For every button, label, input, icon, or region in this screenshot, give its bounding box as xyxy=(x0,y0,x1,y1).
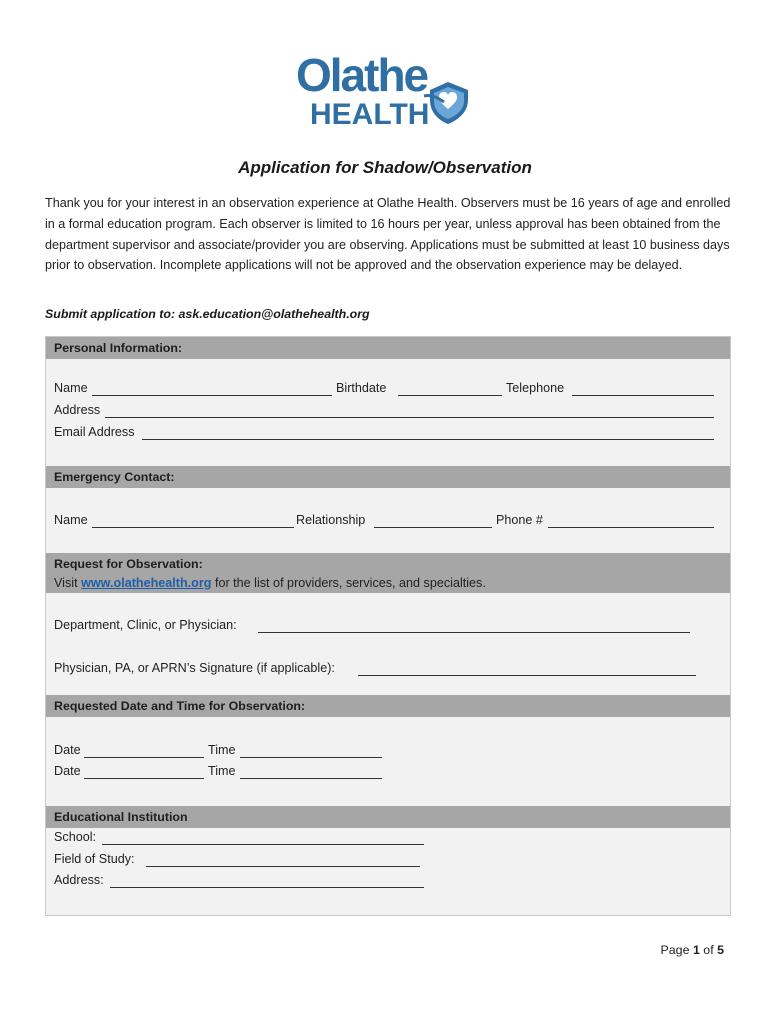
submit-instruction: Submit application to: ask.education@olathehealth.org xyxy=(45,307,370,321)
emergency-name-field[interactable] xyxy=(92,527,294,528)
of-word: of xyxy=(703,943,714,957)
logo-wordmark-top: Olathe xyxy=(296,49,428,101)
date-label-2: Date xyxy=(54,764,81,778)
page-number xyxy=(661,943,724,957)
field-of-study-label: Field of Study: xyxy=(54,852,135,866)
address-field[interactable] xyxy=(105,417,714,418)
request-header-label: Request for Observation: xyxy=(54,557,203,571)
shield-heart-icon xyxy=(422,76,474,128)
time-label-2: Time xyxy=(208,764,236,778)
emergency-header-label: Emergency Contact: xyxy=(54,470,175,484)
name-label: Name xyxy=(54,381,88,395)
institution-address-field[interactable] xyxy=(110,887,424,888)
website-link[interactable]: www.olathehealth.org xyxy=(81,576,212,590)
page-word: Page xyxy=(660,943,690,957)
date-field-1[interactable] xyxy=(84,757,204,758)
relationship-field[interactable] xyxy=(374,527,492,528)
date-label-1: Date xyxy=(54,743,81,757)
school-label: School: xyxy=(54,830,97,844)
field-of-study-field[interactable] xyxy=(146,866,420,867)
department-field[interactable] xyxy=(258,632,690,633)
birthdate-field[interactable] xyxy=(398,395,502,396)
telephone-label: Telephone xyxy=(506,381,565,395)
datetime-header-label: Requested Date and Time for Observation: xyxy=(54,699,306,713)
school-field[interactable] xyxy=(102,844,424,845)
visit-website-line xyxy=(54,576,486,590)
birthdate-label: Birthdate xyxy=(336,381,387,395)
signature-label: Physician, PA, or APRN’s Signature (if applicable): xyxy=(54,661,335,675)
signature-field[interactable] xyxy=(358,675,696,676)
time-field-2[interactable] xyxy=(240,778,382,779)
date-field-2[interactable] xyxy=(84,778,204,779)
department-label: Department, Clinic, or Physician: xyxy=(54,618,237,632)
time-field-1[interactable] xyxy=(240,757,382,758)
current-page: 1 xyxy=(692,943,700,957)
address-label: Address xyxy=(54,403,101,417)
personal-header-label: Personal Information: xyxy=(54,341,183,355)
emergency-name-label: Name xyxy=(54,513,88,527)
name-field[interactable] xyxy=(92,395,332,396)
relationship-label: Relationship xyxy=(296,513,366,527)
institution-address-label: Address: xyxy=(54,873,104,887)
visit-suffix: for the list of providers, services, and specialties. xyxy=(211,576,486,590)
phone-label: Phone # xyxy=(496,513,543,527)
logo-wordmark-bottom: HEALTH xyxy=(310,98,430,131)
education-header-label: Educational Institution xyxy=(54,810,188,824)
intro-paragraph: Thank you for your interest in an observation experience at Olathe Health. Observers must be 16 years of age and enrolled in a formal education program. Each observer is limited to 16 hours per year, unless approval has been obtained from the department supervisor and associate/provider you are observing. Applications must be submitted at least 10 business days prior to observation. Incomplete applications will not be approved and the observation experience may be delayed. xyxy=(45,196,731,273)
phone-field[interactable] xyxy=(548,527,714,528)
form-title: Application for Shadow/Observation xyxy=(238,158,532,177)
email-label: Email Address xyxy=(54,425,135,439)
time-label-1: Time xyxy=(208,743,236,757)
total-pages: 5 xyxy=(717,943,724,957)
telephone-field[interactable] xyxy=(572,395,714,396)
visit-prefix: Visit xyxy=(54,576,82,590)
olathe-health-logo xyxy=(290,49,480,136)
email-field[interactable] xyxy=(142,439,714,440)
